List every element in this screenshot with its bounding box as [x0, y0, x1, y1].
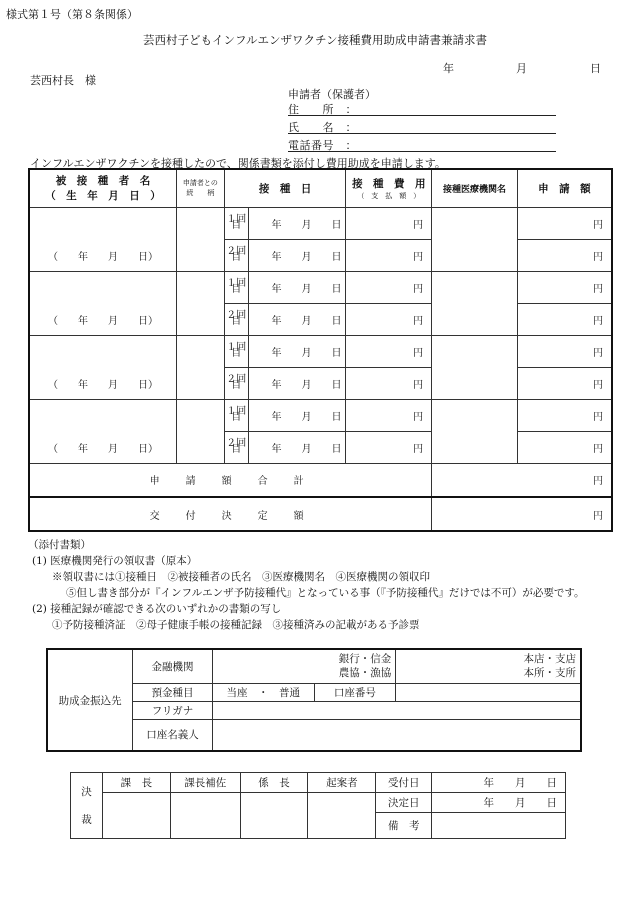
attachment-note-1: ※領収書には①接種日 ②被接種者の氏名 ③医療機関名 ④医療機関の領収印: [52, 571, 430, 583]
drafter-header: 起案者: [308, 773, 376, 793]
decision-amount[interactable]: 円: [432, 497, 612, 531]
attachments-heading: （添付書類）: [28, 539, 91, 551]
table-row: [29, 271, 612, 303]
clinic-cell[interactable]: [432, 335, 518, 399]
subchief-stamp[interactable]: [240, 793, 308, 839]
attachment-item-2: (2) 接種記録が確認できる次のいずれかの書類の写し: [32, 603, 282, 615]
vaccination-date[interactable]: 年 月 日: [248, 367, 346, 399]
amount-cell[interactable]: 円: [517, 335, 612, 367]
vaccination-date[interactable]: 年 月 日: [248, 207, 346, 239]
amount-cell[interactable]: 円: [517, 303, 612, 335]
deposit-type-label: 預金種目: [133, 683, 213, 701]
addressee: 芸西村長 様: [30, 74, 96, 87]
decision-row: [29, 497, 612, 531]
header-person: 被 接 種 者 名 （ 生 年 月 日 ）: [29, 169, 176, 207]
vaccination-date[interactable]: 年 月 日: [248, 335, 346, 367]
dose-label: １回目: [224, 271, 248, 303]
account-number-label: 口座番号: [314, 683, 396, 701]
relation-cell[interactable]: [176, 335, 224, 399]
address-field[interactable]: [288, 100, 556, 116]
received-date-label: 受付日: [376, 773, 432, 793]
relation-cell[interactable]: [176, 399, 224, 463]
form-number: 様式第１号（第８条関係）: [6, 8, 138, 21]
vaccination-date[interactable]: 年 月 日: [248, 271, 346, 303]
clinic-cell[interactable]: [432, 207, 518, 271]
header-cost: 接 種 費 用 （ 支 払 額 ）: [346, 169, 432, 207]
amount-cell[interactable]: 円: [517, 367, 612, 399]
dose-label: １回目: [224, 207, 248, 239]
cost-cell[interactable]: 円: [346, 271, 432, 303]
person-dob-cell[interactable]: （ 年 月 日）: [29, 399, 176, 463]
remarks-label: 備 考: [376, 813, 432, 839]
date-month-label: 月: [516, 62, 527, 75]
dose-label: ２回目: [224, 431, 248, 463]
attachment-note-2: ⑤但し書き部分が『インフルエンザ予防接種代』となっている事（『予防接種代』だけでは不可）が必要です。: [66, 587, 585, 599]
header-clinic: 接種医療機関名: [432, 169, 518, 207]
branch-type-options-1: 本店・支店: [523, 653, 576, 666]
relation-cell[interactable]: [176, 207, 224, 271]
address-label: 住 所 ：: [288, 103, 357, 116]
decision-label: 交 付 決 定 額: [29, 497, 432, 531]
amount-cell[interactable]: 円: [517, 431, 612, 463]
person-dob-cell[interactable]: （ 年 月 日）: [29, 207, 176, 271]
drafter-stamp[interactable]: [308, 793, 376, 839]
name-label: 氏 名 ：: [288, 121, 357, 134]
clinic-cell[interactable]: [432, 399, 518, 463]
date-day-label: 日: [590, 62, 601, 75]
attachment-note-3: ①予防接種済証 ②母子健康手帳の接種記録 ③接種済みの記載がある予診票: [52, 619, 420, 631]
cost-cell[interactable]: 円: [346, 399, 432, 431]
vaccination-date[interactable]: 年 月 日: [248, 431, 346, 463]
date-year-label: 年: [443, 62, 454, 75]
amount-cell[interactable]: 円: [517, 207, 612, 239]
approval-label: 決 裁: [71, 773, 103, 839]
cost-cell[interactable]: 円: [346, 239, 432, 271]
account-holder-label: 口座名義人: [133, 719, 213, 751]
decision-date-field[interactable]: 年 月 日: [432, 793, 566, 813]
account-number-field[interactable]: [396, 683, 581, 701]
bank-transfer-table: [46, 648, 582, 752]
person-dob-cell[interactable]: （ 年 月 日）: [29, 335, 176, 399]
table-row: [29, 399, 612, 431]
bank-type-options-2: 農協・漁協: [338, 667, 392, 680]
header-date: 接 種 日: [224, 169, 346, 207]
header-amount: 申 請 額: [517, 169, 612, 207]
cost-cell[interactable]: 円: [346, 367, 432, 399]
vaccination-table: [28, 168, 613, 532]
dose-label: １回目: [224, 399, 248, 431]
decision-date-label: 決定日: [376, 793, 432, 813]
cost-cell[interactable]: 円: [346, 207, 432, 239]
deputy-stamp[interactable]: [170, 793, 240, 839]
branch-type-options-2: 本所・支所: [523, 667, 576, 680]
document-title: 芸西村子どもインフルエンザワクチン接種費用助成申請書兼請求書: [143, 33, 487, 47]
deputy-header: 課長補佐: [170, 773, 240, 793]
total-label: 申 請 額 合 計: [29, 463, 432, 497]
subchief-header: 係 長: [240, 773, 308, 793]
person-dob-cell[interactable]: （ 年 月 日）: [29, 271, 176, 335]
total-amount[interactable]: 円: [432, 463, 612, 497]
cost-cell[interactable]: 円: [346, 303, 432, 335]
bank-name-field[interactable]: [212, 649, 395, 683]
phone-field[interactable]: [288, 136, 556, 152]
account-holder-field[interactable]: [212, 719, 581, 751]
amount-cell[interactable]: 円: [517, 399, 612, 431]
phone-label: 電話番号 ：: [288, 139, 357, 152]
vaccination-date[interactable]: 年 月 日: [248, 399, 346, 431]
amount-cell[interactable]: 円: [517, 239, 612, 271]
table-header-row: [29, 169, 612, 207]
branch-name-field[interactable]: [396, 649, 581, 683]
vaccination-date[interactable]: 年 月 日: [248, 239, 346, 271]
dose-label: １回目: [224, 335, 248, 367]
table-row: [29, 207, 612, 239]
cost-cell[interactable]: 円: [346, 335, 432, 367]
table-row: [29, 335, 612, 367]
vaccination-date[interactable]: 年 月 日: [248, 303, 346, 335]
name-field[interactable]: [288, 118, 556, 134]
header-relation: 申請者との 続 柄: [176, 169, 224, 207]
chief-stamp[interactable]: [102, 793, 170, 839]
applicant-heading: 申請者（保護者）: [288, 88, 376, 101]
furigana-label: フリガナ: [133, 701, 213, 719]
attachment-item-1: (1) 医療機関発行の領収書（原本）: [32, 555, 198, 567]
institution-label: 金融機関: [133, 649, 213, 683]
chief-header: 課 長: [102, 773, 170, 793]
bank-section-label: 助成金振込先: [47, 649, 133, 751]
dose-label: ２回目: [224, 367, 248, 399]
intro-text: インフルエンザワクチンを接種したので、関係書類を添付し費用助成を申請します。: [30, 157, 446, 170]
clinic-cell[interactable]: [432, 271, 518, 335]
furigana-field[interactable]: [212, 701, 581, 719]
relation-cell[interactable]: [176, 271, 224, 335]
received-date-field[interactable]: 年 月 日: [432, 773, 566, 793]
amount-cell[interactable]: 円: [517, 271, 612, 303]
deposit-type-options[interactable]: 当座 ・ 普通: [212, 683, 314, 701]
total-row: [29, 463, 612, 497]
approval-table: [70, 772, 566, 839]
remarks-field[interactable]: [432, 813, 566, 839]
dose-label: ２回目: [224, 239, 248, 271]
cost-cell[interactable]: 円: [346, 431, 432, 463]
bank-type-options-1: 銀行・信金: [338, 653, 392, 666]
dose-label: ２回目: [224, 303, 248, 335]
